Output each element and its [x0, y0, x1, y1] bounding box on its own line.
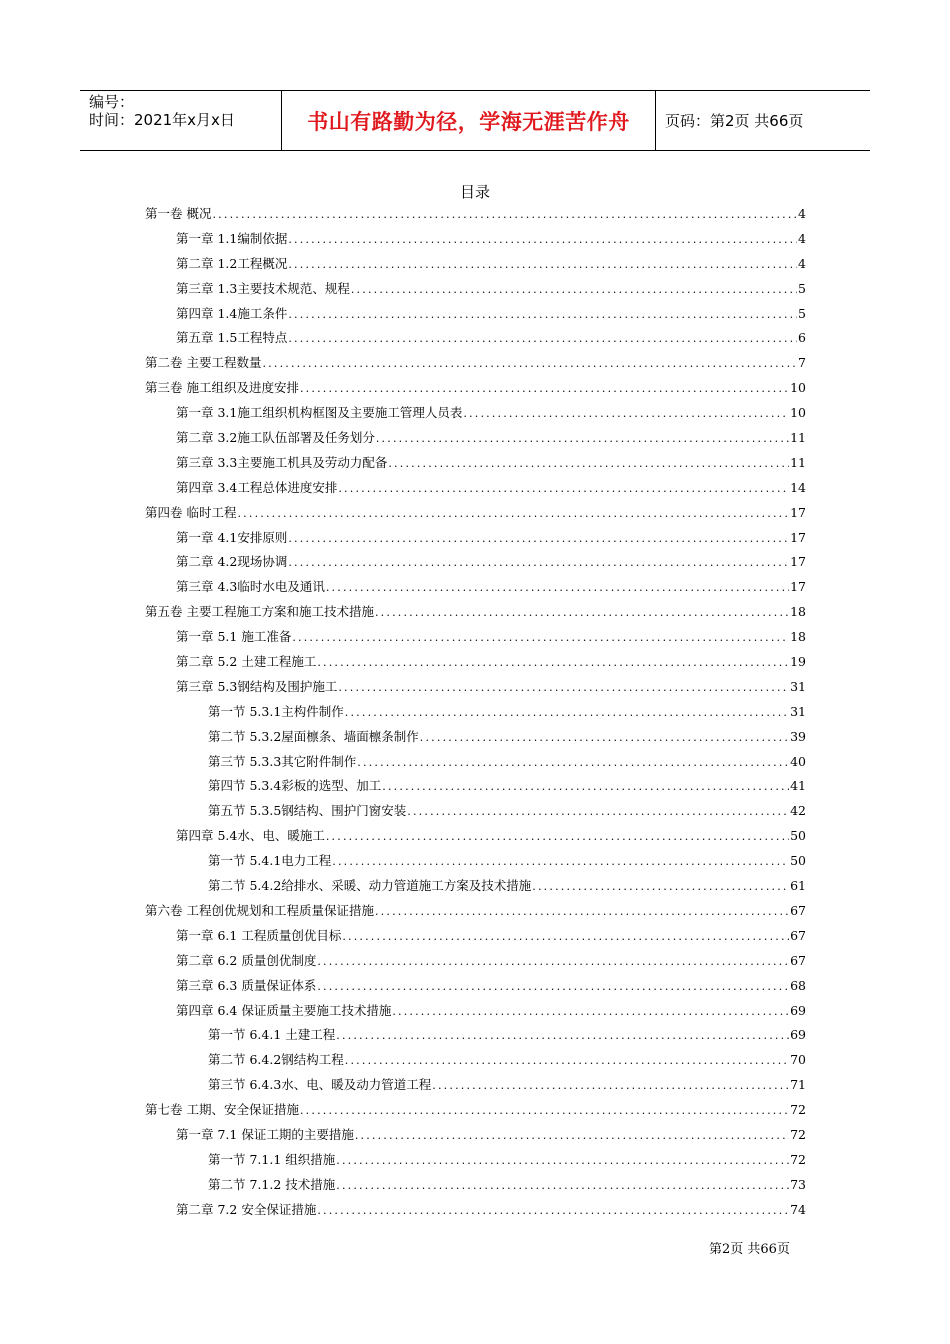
toc-entry-label: 第三章 1.3主要技术规范、规程: [176, 280, 350, 296]
toc-entry-label: 第三卷 施工组织及进度安排: [145, 380, 299, 396]
toc-entry[interactable]: [145, 254, 806, 279]
toc-entry-label: 第四章 1.4施工条件: [176, 305, 288, 321]
toc-entry-page: 40: [790, 753, 806, 769]
toc-entry-label: 第二节 6.4.2钢结构工程: [208, 1052, 344, 1068]
toc-entry-label: 第四节 5.3.4彩板的选型、加工: [208, 778, 382, 794]
toc-entry-label: 第一章 5.1 施工准备: [176, 629, 292, 645]
toc-entry[interactable]: [145, 727, 806, 752]
toc-entry[interactable]: [145, 677, 806, 702]
toc-leader-dots: [292, 631, 789, 644]
toc-leader-dots: [351, 283, 797, 296]
toc-entry-label: 第三章 3.3主要施工机具及劳动力配备: [176, 454, 388, 470]
toc-entry-page: 67: [790, 902, 806, 918]
toc-leader-dots: [332, 855, 789, 868]
toc-leader-dots: [382, 780, 789, 793]
toc-entry[interactable]: [145, 752, 806, 777]
toc-entry-page: 50: [790, 853, 806, 869]
toc-leader-dots: [407, 805, 789, 818]
toc-entry-page: 5: [798, 280, 806, 296]
toc-entry[interactable]: [145, 577, 806, 602]
toc-entry-page: 17: [790, 504, 806, 520]
toc-entry-label: 第三章 5.3钢结构及围护施工: [176, 678, 338, 694]
toc-entry-page: 67: [790, 927, 806, 943]
toc-entry-page: 4: [798, 230, 806, 246]
toc-entry-label: 第一节 6.4.1 土建工程: [208, 1027, 336, 1043]
toc-entry-label: 第二章 4.2现场协调: [176, 554, 288, 570]
toc-leader-dots: [388, 457, 789, 470]
toc-entry[interactable]: [145, 801, 806, 826]
toc-entry-label: 第四章 5.4水、电、暖施工: [176, 828, 325, 844]
toc-leader-dots: [317, 1204, 789, 1217]
toc-entry[interactable]: [145, 1125, 806, 1150]
toc-entry-page: 4: [798, 206, 806, 221]
toc-leader-dots: [317, 980, 789, 993]
toc-entry-label: 第二章 6.2 质量创优制度: [176, 952, 317, 968]
toc-entry-label: 第三章 4.3临时水电及通讯: [176, 579, 325, 595]
toc-entry[interactable]: [145, 204, 806, 229]
toc-entry-label: 第三章 6.3 质量保证体系: [176, 977, 317, 993]
toc-entry[interactable]: [145, 851, 806, 876]
toc-entry-label: 第五卷 主要工程施工方案和施工技术措施: [145, 604, 374, 620]
toc-leader-dots: [376, 432, 789, 445]
toc-entry[interactable]: [145, 478, 806, 503]
toc-leader-dots: [342, 930, 789, 943]
table-of-contents: [145, 204, 806, 1225]
toc-leader-dots: [338, 482, 789, 495]
toc-entry[interactable]: [145, 378, 806, 403]
toc-leader-dots: [288, 258, 797, 271]
toc-entry[interactable]: [145, 926, 806, 951]
toc-entry[interactable]: [145, 901, 806, 926]
toc-leader-dots: [375, 905, 789, 918]
toc-entry-page: 41: [790, 778, 806, 794]
toc-entry-page: 18: [790, 629, 806, 645]
toc-entry[interactable]: [145, 279, 806, 304]
toc-entry[interactable]: [145, 229, 806, 254]
toc-entry[interactable]: [145, 304, 806, 329]
page-header: [80, 90, 870, 151]
toc-leader-dots: [212, 208, 797, 221]
toc-entry-page: 17: [790, 529, 806, 545]
toc-leader-dots: [336, 1029, 789, 1042]
toc-entry-label: 第一章 4.1安排原则: [176, 529, 288, 545]
toc-entry-label: 第五节 5.3.5钢结构、围护门窗安装: [208, 803, 407, 819]
toc-leader-dots: [288, 332, 797, 345]
toc-entry-page: 69: [790, 1027, 806, 1043]
toc-leader-dots: [300, 382, 789, 395]
toc-entry-page: 19: [790, 654, 806, 670]
toc-entry-label: 第二章 5.2 土建工程施工: [176, 654, 317, 670]
toc-entry[interactable]: [145, 1001, 806, 1026]
toc-entry-label: 第一卷 概况: [145, 206, 212, 221]
toc-entry-page: 5: [798, 305, 806, 321]
toc-entry[interactable]: [145, 528, 806, 553]
toc-entry[interactable]: [145, 503, 806, 528]
toc-entry-label: 第一章 7.1 保证工期的主要措施: [176, 1126, 354, 1142]
toc-entry-label: 第一章 1.1编制依据: [176, 230, 288, 246]
toc-entry[interactable]: [145, 428, 806, 453]
toc-entry-label: 第二章 7.2 安全保证措施: [176, 1201, 317, 1217]
toc-entry-page: 14: [790, 479, 806, 495]
toc-leader-dots: [355, 1129, 789, 1142]
toc-entry-page: 70: [790, 1052, 806, 1068]
toc-leader-dots: [317, 955, 789, 968]
toc-entry-page: 71: [790, 1077, 806, 1093]
toc-entry-page: 7: [798, 355, 806, 371]
toc-entry[interactable]: [145, 627, 806, 652]
toc-entry-page: 72: [790, 1151, 806, 1167]
toc-entry-page: 74: [790, 1201, 806, 1217]
toc-leader-dots: [336, 1154, 789, 1167]
toc-entry-label: 第六卷 工程创优规划和工程质量保证措施: [145, 902, 374, 918]
toc-leader-dots: [336, 1179, 789, 1192]
toc-entry[interactable]: [145, 1075, 806, 1100]
toc-title: 目录: [459, 183, 490, 201]
toc-leader-dots: [532, 880, 789, 893]
toc-entry[interactable]: [145, 776, 806, 801]
toc-entry-label: 第一节 5.4.1电力工程: [208, 853, 332, 869]
toc-entry-label: 第四章 3.4工程总体进度安排: [176, 479, 338, 495]
toc-entry[interactable]: [145, 1150, 806, 1175]
toc-entry[interactable]: [145, 976, 806, 1001]
header-meta: [89, 93, 235, 129]
toc-leader-dots: [300, 1104, 789, 1117]
header-page-label: 页码：第2页 共66页: [665, 112, 804, 130]
toc-entry-page: 72: [790, 1126, 806, 1142]
toc-entry-label: 第二节 5.4.2给排水、采暖、动力管道施工方案及技术措施: [208, 878, 532, 894]
toc-entry-label: 第三节 5.3.3其它附件制作: [208, 753, 357, 769]
toc-entry-page: 11: [790, 454, 806, 470]
toc-entry-page: 69: [790, 1002, 806, 1018]
toc-entry-page: 11: [790, 430, 806, 446]
toc-entry-label: 第二卷 主要工程数量: [145, 355, 262, 371]
toc-entry-label: 第四卷 临时工程: [145, 504, 237, 520]
toc-entry-label: 第二节 5.3.2屋面檩条、墙面檩条制作: [208, 728, 419, 744]
toc-entry-page: 10: [790, 405, 806, 421]
toc-entry-page: 6: [798, 330, 806, 346]
toc-leader-dots: [288, 556, 789, 569]
toc-entry[interactable]: [145, 453, 806, 478]
toc-leader-dots: [338, 681, 789, 694]
toc-entry-page: 39: [790, 728, 806, 744]
toc-entry-page: 50: [790, 828, 806, 844]
toc-leader-dots: [288, 532, 789, 545]
toc-leader-dots: [463, 407, 789, 420]
toc-entry[interactable]: [145, 1050, 806, 1075]
toc-entry-page: 68: [790, 977, 806, 993]
toc-entry[interactable]: [145, 876, 806, 901]
toc-entry[interactable]: [145, 403, 806, 428]
toc-entry[interactable]: [145, 328, 806, 353]
toc-entry-label: 第七卷 工期、安全保证措施: [145, 1102, 299, 1118]
toc-leader-dots: [432, 1079, 789, 1092]
toc-leader-dots: [392, 1005, 789, 1018]
toc-entry-label: 第二章 1.2工程概况: [176, 255, 288, 271]
toc-entry-page: 17: [790, 579, 806, 595]
page-footer: 第2页 共66页: [709, 1242, 790, 1257]
header-divider-right: [655, 91, 656, 150]
toc-entry-page: 17: [790, 554, 806, 570]
header-slogan: 书山有路勤为径，学海无涯苦作舟: [307, 109, 630, 134]
toc-leader-dots: [345, 706, 789, 719]
toc-entry[interactable]: [145, 826, 806, 851]
toc-entry[interactable]: [145, 1025, 806, 1050]
toc-entry[interactable]: [145, 1100, 806, 1125]
toc-entry-page: 42: [790, 803, 806, 819]
toc-entry[interactable]: [145, 951, 806, 976]
toc-entry-label: 第四章 6.4 保证质量主要施工技术措施: [176, 1002, 392, 1018]
toc-entry[interactable]: [145, 702, 806, 727]
time-label: 时间：2021年x月x日: [89, 111, 235, 129]
toc-leader-dots: [420, 731, 789, 744]
toc-entry-page: 31: [790, 678, 806, 694]
toc-leader-dots: [326, 830, 789, 843]
toc-entry-page: 31: [790, 703, 806, 719]
toc-entry-label: 第一节 5.3.1主构件制作: [208, 703, 344, 719]
toc-entry-label: 第五章 1.5工程特点: [176, 330, 288, 346]
toc-entry[interactable]: [145, 1200, 806, 1225]
toc-entry-label: 第三节 6.4.3水、电、暖及动力管道工程: [208, 1077, 432, 1093]
toc-leader-dots: [317, 656, 789, 669]
toc-entry-page: 72: [790, 1102, 806, 1118]
toc-entry-page: 61: [790, 878, 806, 894]
toc-leader-dots: [237, 507, 789, 520]
toc-entry-label: 第一章 6.1 工程质量创优目标: [176, 927, 342, 943]
toc-entry[interactable]: [145, 353, 806, 378]
toc-entry-label: 第二章 3.2施工队伍部署及任务划分: [176, 430, 375, 446]
toc-entry[interactable]: [145, 1175, 806, 1200]
serial-label: 编号：: [89, 93, 135, 111]
toc-leader-dots: [375, 606, 789, 619]
toc-leader-dots: [288, 233, 797, 246]
toc-entry-page: 67: [790, 952, 806, 968]
toc-leader-dots: [326, 581, 789, 594]
toc-leader-dots: [357, 756, 789, 769]
toc-entry-page: 10: [790, 380, 806, 396]
toc-entry-label: 第一章 3.1施工组织机构框图及主要施工管理人员表: [176, 405, 463, 421]
toc-entry[interactable]: [145, 602, 806, 627]
toc-entry-page: 4: [798, 255, 806, 271]
toc-leader-dots: [288, 308, 797, 321]
toc-entry[interactable]: [145, 552, 806, 577]
toc-leader-dots: [262, 357, 797, 370]
toc-entry-label: 第一节 7.1.1 组织措施: [208, 1151, 336, 1167]
toc-entry-page: 18: [790, 604, 806, 620]
toc-leader-dots: [345, 1054, 789, 1067]
toc-entry-page: 73: [790, 1176, 806, 1192]
toc-entry-label: 第二节 7.1.2 技术措施: [208, 1176, 336, 1192]
toc-entry[interactable]: [145, 652, 806, 677]
